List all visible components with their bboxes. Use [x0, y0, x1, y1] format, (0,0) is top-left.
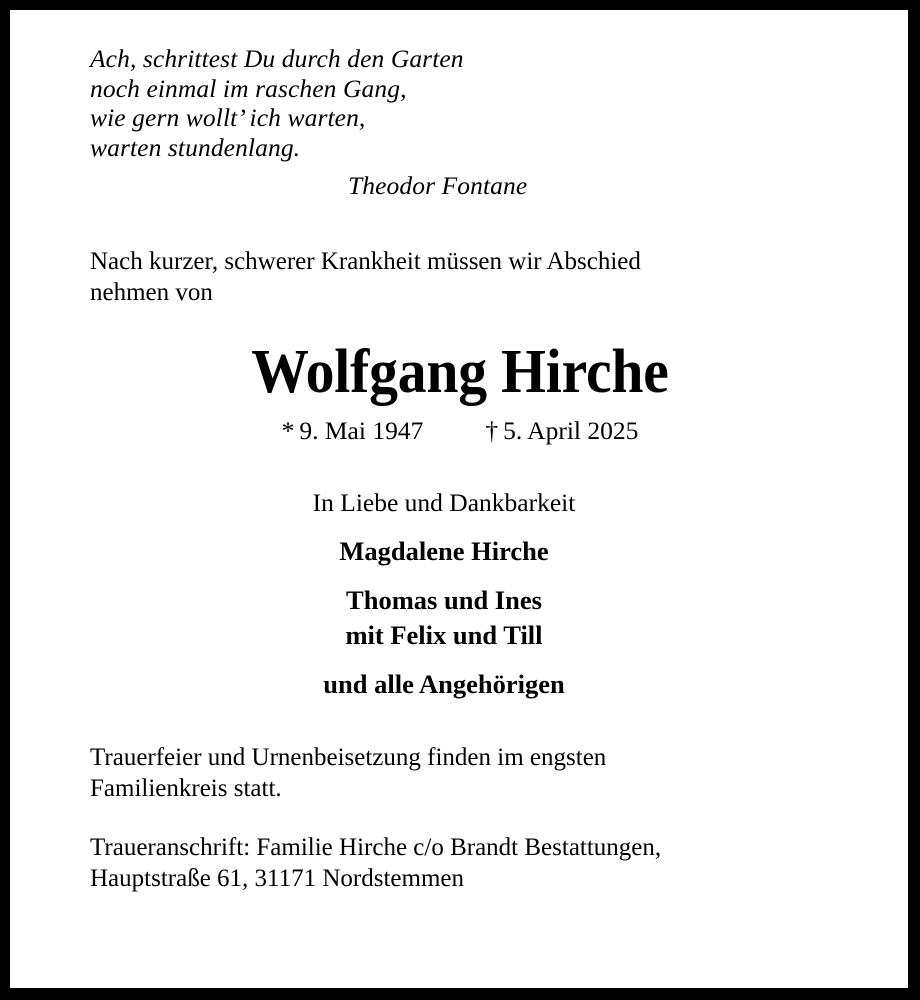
poem-line-4: warten stundenlang. — [90, 132, 301, 162]
mourner-4: und alle Angehörigen — [323, 668, 565, 699]
poem-line-2: noch einmal im raschen Gang, — [90, 73, 407, 103]
death-date: 5. April 2025 — [503, 415, 639, 445]
ceremony-line-1: Trauerfeier und Urnenbeisetzung finden im engsten — [90, 743, 607, 771]
address-line-1: Traueranschrift: Familie Hirche c/o Brandt Bestattungen, — [90, 833, 662, 861]
deceased-name: Wolfgang Hirche — [251, 337, 669, 406]
deceased-dates — [90, 416, 830, 446]
address-line-2: Hauptstraße 61, 31171 Nordstemmen — [90, 865, 464, 892]
mourner-3: mit Felix und Till — [345, 619, 543, 650]
intro-line-2: nehmen von — [90, 279, 213, 306]
ceremony-paragraph — [90, 742, 840, 805]
mourner-1: Magdalene Hirche — [339, 535, 549, 566]
intro-line-1: Nach kurzer, schwerer Krankheit müssen wir Abschied — [90, 247, 641, 275]
mourners-intro: In Liebe und Dankbarkeit — [312, 487, 576, 517]
address-paragraph — [90, 832, 850, 895]
notice-page — [10, 10, 908, 988]
birth-date: 9. Mai 1947 — [299, 415, 424, 445]
birth-star-icon: * — [281, 415, 295, 445]
intro-paragraph — [90, 246, 840, 309]
poem-author: Theodor Fontane — [348, 171, 528, 200]
notice-content — [10, 10, 908, 988]
mourner-2: Thomas und Ines — [346, 584, 542, 615]
poem-line-3: wie gern wollt’ ich warten, — [90, 103, 366, 132]
poem-block — [90, 44, 830, 201]
mourners-block — [90, 488, 830, 700]
death-date-group — [485, 416, 638, 446]
birth-date-group — [282, 416, 424, 446]
poem-line-1: Ach, schrittest Du durch den Garten — [90, 44, 464, 73]
death-cross-icon: † — [485, 415, 499, 445]
ceremony-line-2: Familienkreis statt. — [90, 775, 282, 802]
